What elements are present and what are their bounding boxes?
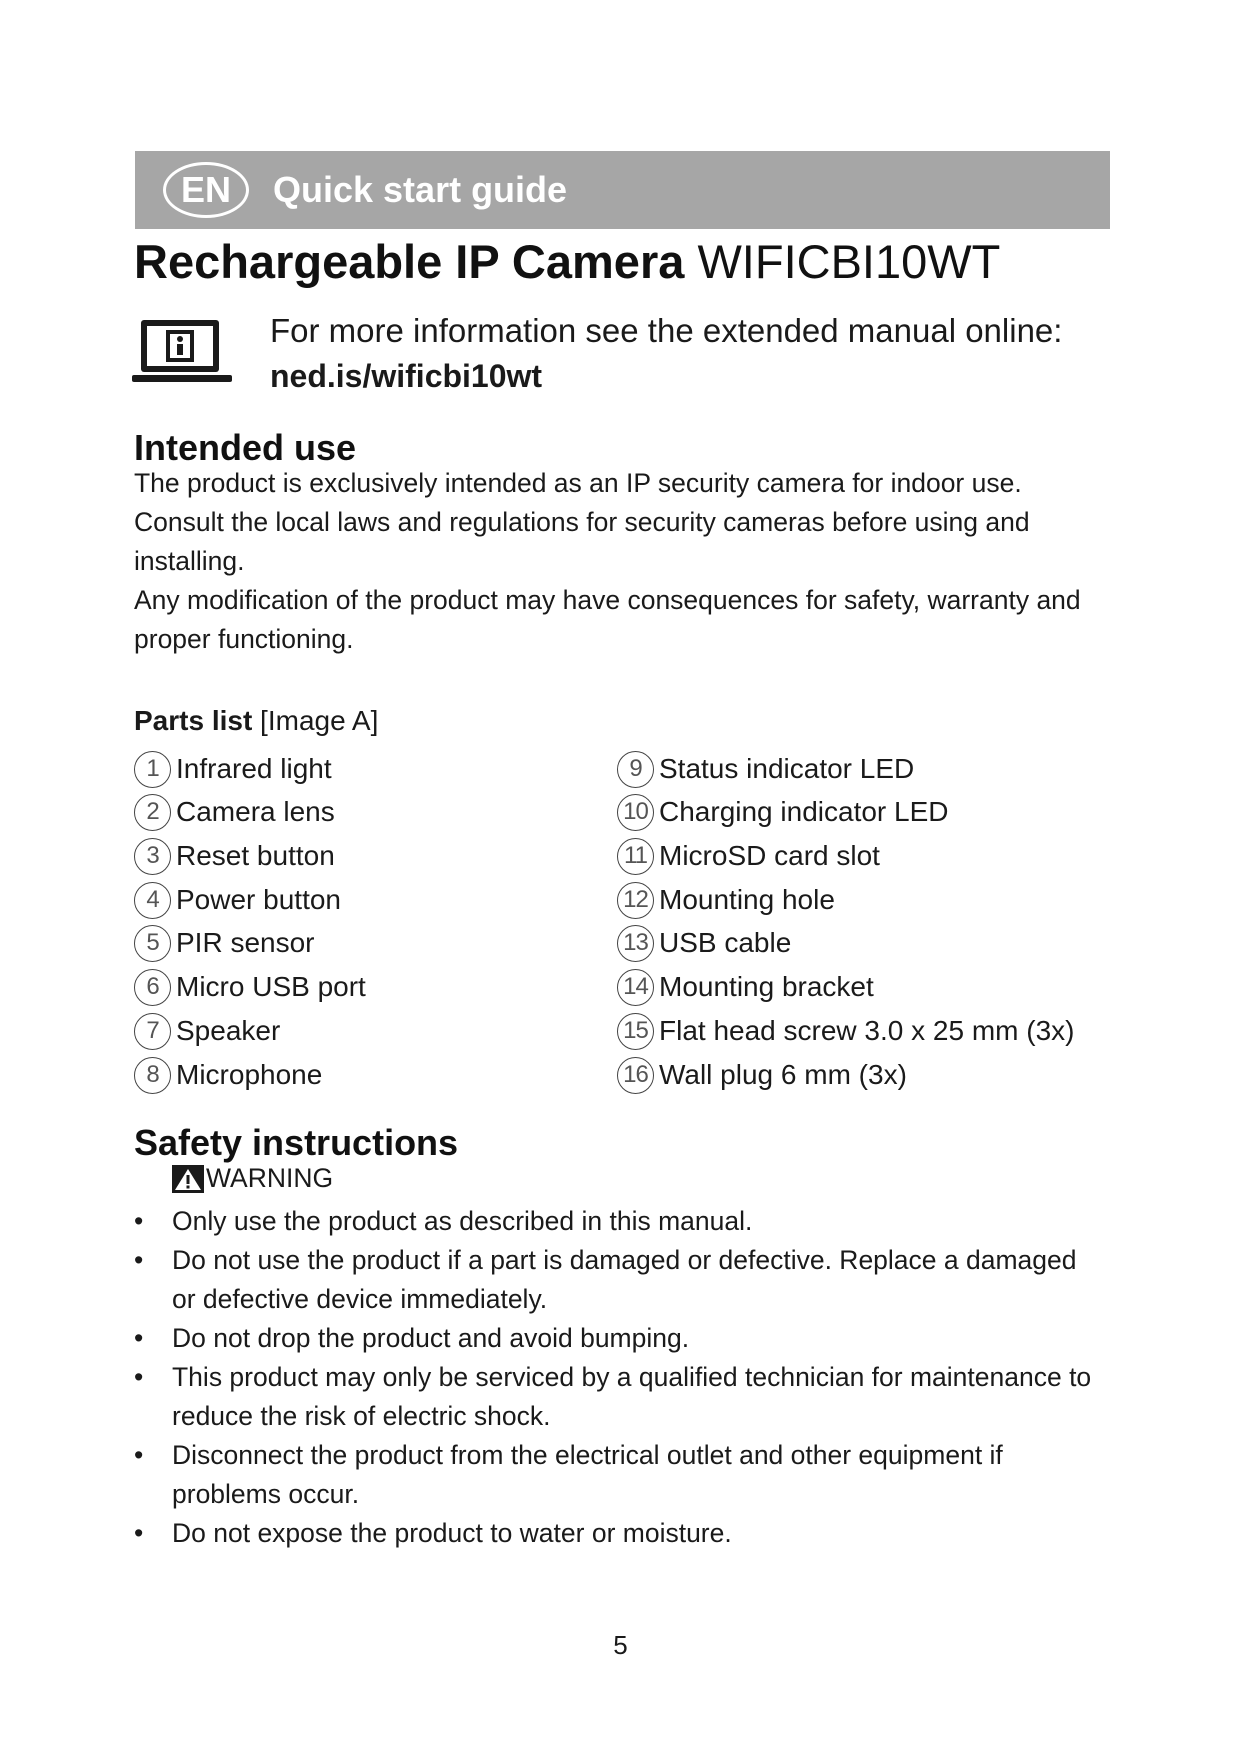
safety-item-text: • This product may only be serviced by a qualified technician for maintenance to reduce the risk of electric shock. (172, 1362, 1092, 1431)
part-label: Micro USB port (176, 971, 366, 1002)
product-model: WIFICBI10WT (697, 235, 1001, 288)
part-label: PIR sensor (176, 927, 315, 958)
list-item (134, 1319, 1094, 1358)
intended-use-body (134, 464, 1094, 659)
warning-text: WARNING (206, 1163, 334, 1193)
part-item (617, 923, 791, 963)
warning-triangle-icon (172, 1165, 204, 1193)
part-item (134, 923, 315, 963)
manual-link[interactable]: ned.is/wificbi10wt (270, 358, 543, 394)
product-name: Rechargeable IP Camera (134, 235, 685, 288)
intended-use-paragraph: Any modification of the product may have consequences for safety, warranty and proper functioning. (134, 585, 1081, 654)
part-number: 3 (134, 838, 171, 875)
safety-list (134, 1202, 1094, 1553)
part-item (617, 1011, 1074, 1051)
part-item (134, 749, 332, 789)
part-label: Status indicator LED (659, 753, 915, 784)
list-item (134, 1202, 1094, 1241)
part-item (617, 880, 835, 920)
part-label: Power button (176, 884, 341, 915)
guide-title: Quick start guide (273, 169, 568, 210)
part-number: 6 (134, 969, 171, 1006)
intended-use-paragraph: The product is exclusively intended as an IP security camera for indoor use. Consult the local laws and regulations for security cameras before using and installing. (134, 468, 1030, 576)
part-number: 11 (617, 838, 654, 875)
product-title (134, 234, 1000, 289)
warning-label (172, 1163, 333, 1194)
part-label: Reset button (176, 840, 335, 871)
part-number: 2 (134, 794, 171, 831)
part-number: 8 (134, 1057, 171, 1094)
safety-heading: Safety instructions (134, 1122, 459, 1163)
part-item (134, 1055, 322, 1095)
part-number: 9 (617, 751, 654, 788)
part-item (617, 967, 874, 1007)
safety-item-text: • Do not use the product if a part is damaged or defective. Replace a damaged or defective device immediately. (172, 1245, 1077, 1314)
part-number: 7 (134, 1013, 171, 1050)
part-item (134, 792, 335, 832)
part-label: Camera lens (176, 796, 335, 827)
part-label: Wall plug 6 mm (3x) (659, 1059, 907, 1090)
parts-list-ref: [Image A] (252, 705, 379, 736)
part-label: Infrared light (176, 753, 332, 784)
part-item (134, 967, 366, 1007)
part-label: Flat head screw 3.0 x 25 mm (3x) (659, 1015, 1075, 1046)
part-label: Mounting bracket (659, 971, 874, 1002)
part-number: 13 (617, 925, 654, 962)
part-label: Mounting hole (659, 884, 835, 915)
list-item (134, 1358, 1094, 1436)
list-item (134, 1436, 1094, 1514)
part-number: 5 (134, 925, 171, 962)
part-item (617, 792, 949, 832)
part-label: Microphone (176, 1059, 323, 1090)
intended-use-heading: Intended use (134, 427, 357, 468)
info-text: For more information see the extended manual online: (270, 312, 1063, 349)
laptop-info-icon (132, 318, 232, 391)
safety-item-text: • Do not expose the product to water or moisture. (172, 1518, 732, 1548)
part-label: MicroSD card slot (659, 840, 880, 871)
part-item (134, 836, 335, 876)
safety-item-text: • Do not drop the product and avoid bumping. (172, 1323, 690, 1353)
part-number: 16 (617, 1057, 654, 1094)
safety-item-text: • Only use the product as described in this manual. (172, 1206, 753, 1236)
part-item (617, 1055, 907, 1095)
part-number: 15 (617, 1013, 654, 1050)
part-number: 12 (617, 882, 654, 919)
list-item (134, 1241, 1094, 1319)
part-item (617, 749, 914, 789)
part-label: Speaker (176, 1015, 281, 1046)
part-label: USB cable (659, 927, 792, 958)
part-item (134, 1011, 280, 1051)
part-number: 4 (134, 882, 171, 919)
part-item (134, 880, 341, 920)
safety-item-text: • Disconnect the product from the electrical outlet and other equipment if problems occur. (172, 1440, 1003, 1509)
header-banner (135, 151, 1110, 229)
list-item (134, 1514, 1094, 1553)
language-code: EN (180, 169, 231, 210)
parts-list-label: Parts list (134, 705, 253, 736)
page-number: 5 (613, 1630, 628, 1660)
language-badge (163, 162, 249, 218)
part-number: 14 (617, 969, 654, 1006)
part-number: 10 (617, 794, 654, 831)
part-item (617, 836, 880, 876)
parts-list-title (134, 705, 378, 737)
part-number: 1 (134, 751, 171, 788)
part-label: Charging indicator LED (659, 796, 949, 827)
